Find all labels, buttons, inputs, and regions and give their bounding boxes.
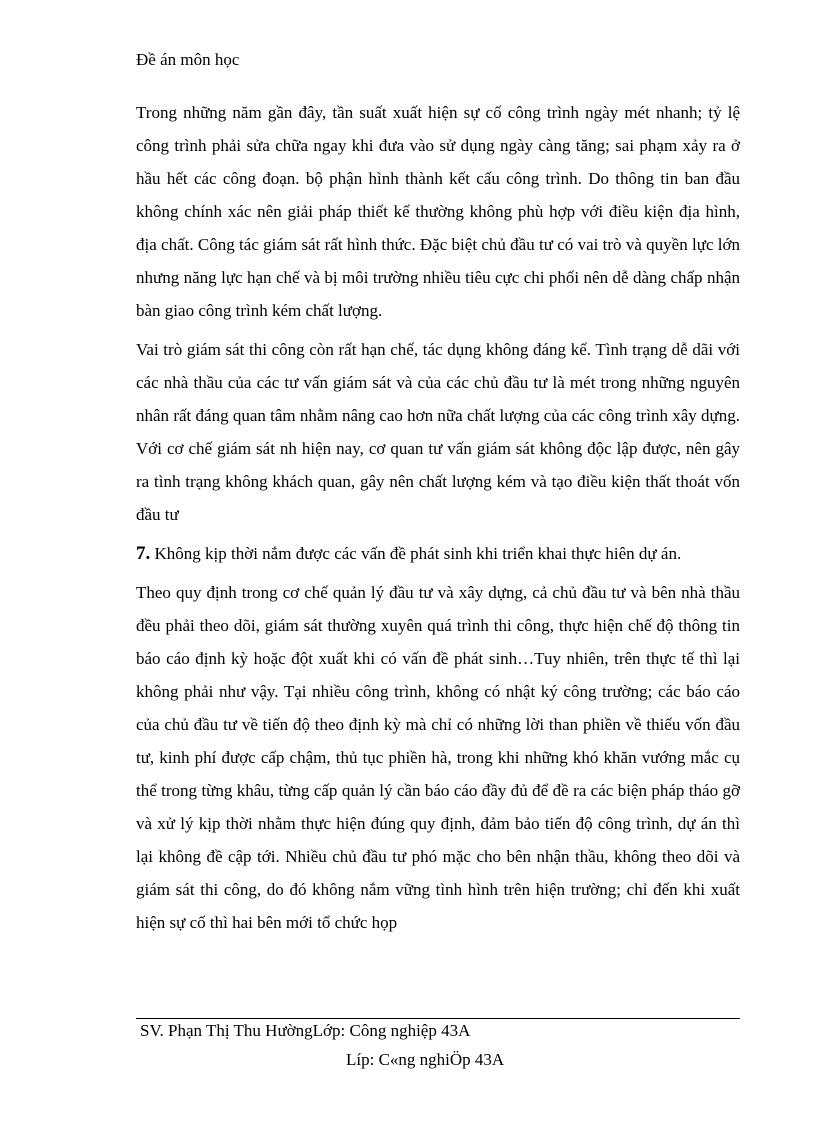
paragraph-3: Theo quy định trong cơ chế quản lý đầu tư và xây dựng, cả chủ đầu tư và bên nhà thầu đều phải theo dõi, giám sát thường xuyên quá trình thi công, thực hiện chế độ thông tin báo cáo định kỳ hoặc đột xuất khi có vấn đề phát sinh…Tuy nhiên, trên thực tế thì lại không phải như vậy. Tại nhiều công trình, không có nhật ký công trường; các báo cáo của chủ đầu tư về tiến độ theo định kỳ mà chỉ có những lời than phiền về thiếu vốn đầu tư, kinh phí được cấp chậm, thủ tục phiền hà, trong khi những khó khăn vướng mắc cụ thể trong từng khâu, từng cấp quản lý cần báo cáo đầy đủ để đề ra các biện pháp tháo gỡ và xử lý kịp thời nhằm thực hiện đúng quy định, đảm bảo tiến độ công trình, dự án thì lại không đề cập tới. Nhiều chủ đầu tư phó mặc cho bên nhận thầu, không theo dõi và giám sát thi công, do đó không nắm vững tình hình trên hiện trường; chỉ đến khi xuất hiện sự cố thì hai bên mới tổ chức họp bbox=[136, 583, 740, 932]
page-header: Đề án môn học bbox=[136, 50, 240, 69]
footer-divider bbox=[136, 1018, 740, 1019]
footer-author-class: SV. Phạn Thị Thu HườngLớp: Công nghiệp 43A bbox=[140, 1021, 471, 1040]
section-number: 7. bbox=[136, 543, 151, 564]
body-text bbox=[136, 96, 740, 945]
section-title: Không kịp thời nắm được các vấn đề phát sinh khi triển khai thực hiên dự án. bbox=[154, 544, 682, 563]
paragraph-1: Trong những năm gần đây, tần suất xuất hiện sự cố công trình ngày mét nhanh; tỷ lệ công trình phải sửa chữa ngay khi đưa vào sử dụng ngày càng tăng; sai phạm xảy ra ở hầu hết các công đoạn. bộ phận hình thành kết cấu công trình. Do thông tin ban đầu không chính xác nên giải pháp thiết kế thường không phù hợp với điều kiện địa hình, địa chất. Công tác giám sát rất hình thức. Đặc biệt chủ đầu tư có vai trò và quyền lực lớn nhưng năng lực hạn chế và bị môi trường nhiều tiêu cực chi phối nên dễ dàng chấp nhận bàn giao công trình kém chất lượng. bbox=[136, 103, 740, 320]
paragraph-2: Vai trò giám sát thi công còn rất hạn chế, tác dụng không đáng kể. Tình trạng dễ dãi với các nhà thầu của các tư vấn giám sát và của các chủ đầu tư là mét trong những nguyên nhân rất đáng quan tâm nhằm nâng cao hơn nữa chất lượng của các công trình xây dựng. Với cơ chế giám sát nh hiện nay, cơ quan tư vấn giám sát không độc lập được, nên gây ra tình trạng không khách quan, gây nên chất lượng kém và tạo điều kiện thất thoát vốn đầu tư bbox=[136, 340, 740, 524]
footer-class-garbled: Líp: C«ng nghiÖp 43A bbox=[346, 1050, 505, 1069]
section-heading bbox=[136, 537, 740, 570]
